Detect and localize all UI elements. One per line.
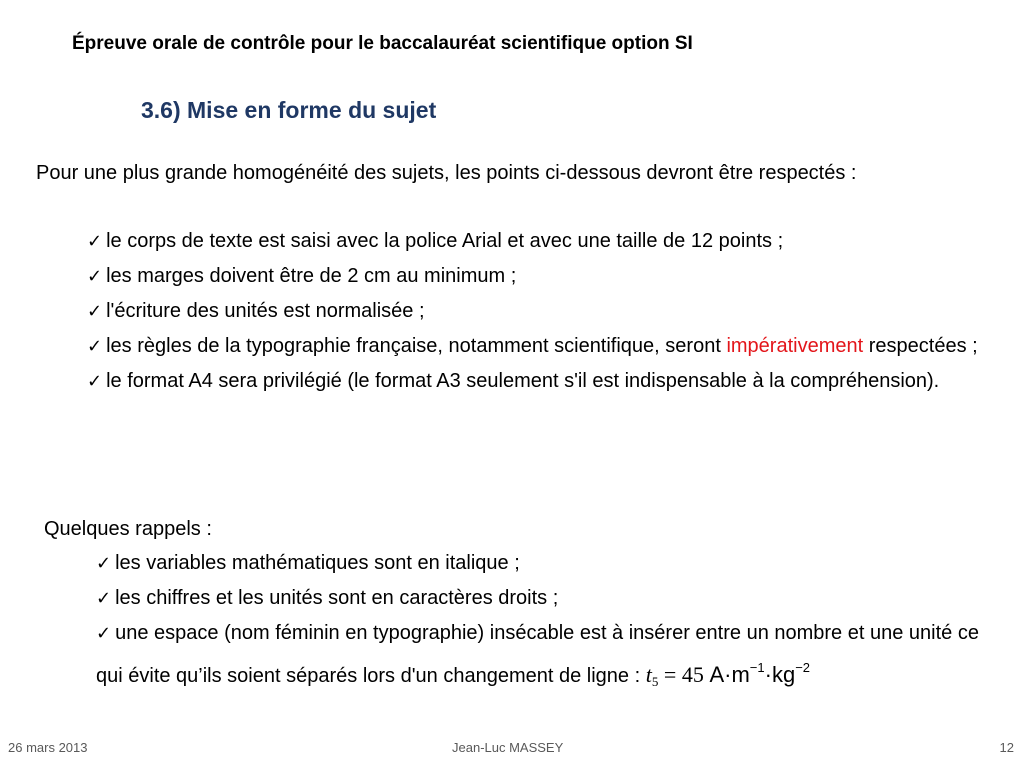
list-item: [87, 364, 987, 399]
formula-unit-ampere: A: [709, 662, 725, 687]
rule-text-1: le corps de texte est saisi avec la police Arial et avec une taille de 12 points ;: [106, 230, 784, 252]
rule-text-5: le format A4 sera privilégié (le format A3 seulement s'il est indispensable à la compréhension).: [106, 370, 940, 392]
checkmark-icon: ✓: [96, 588, 112, 609]
checkmark-icon: ✓: [96, 623, 112, 644]
formula-unit-kg: kg: [771, 662, 796, 687]
checkmark-icon: ✓: [87, 371, 103, 392]
footer-page-number: 12: [999, 740, 1014, 755]
footer-date: 26 mars 2013: [8, 740, 88, 755]
rule-text-4a: les règles de la typographie française, notamment scientifique, seront: [106, 335, 721, 357]
formula-subscript: 5: [651, 674, 659, 689]
formula-unit-meter: m: [731, 662, 750, 687]
checkmark-icon: ✓: [87, 231, 103, 252]
formula-value: 45: [681, 662, 704, 687]
formula-dot: ·: [724, 662, 732, 687]
rule-text-3: l'écriture des unités est normalisée ;: [106, 300, 425, 322]
rules-list: [87, 224, 987, 399]
rappel-text-1: les variables mathématiques sont en italique ;: [115, 552, 520, 574]
footer-author: Jean-Luc MASSEY: [452, 740, 564, 755]
formula-dot-2: ·: [764, 662, 772, 687]
rappel-text-2: les chiffres et les unités sont en caractères droits ;: [115, 587, 559, 609]
intro-paragraph: Pour une plus grande homogénéité des sujets, les points ci-dessous devront être respectés :: [36, 162, 857, 184]
rule-text-4b: respectées ;: [868, 335, 978, 357]
rappel-text-3: une espace (nom féminin en typographie) insécable est à insérer entre un nombre et une unité ce qui évite qu’ils soient séparés lors d'un changement de ligne :: [96, 622, 979, 687]
rule-text-2: les marges doivent être de 2 cm au minimum ;: [106, 265, 517, 287]
list-item: [87, 329, 987, 364]
checkmark-icon: ✓: [96, 553, 112, 574]
section-title: 3.6) Mise en forme du sujet: [141, 97, 437, 123]
formula: [645, 660, 811, 689]
list-item: [87, 294, 987, 329]
rappels-title: Quelques rappels :: [44, 518, 212, 540]
checkmark-icon: ✓: [87, 301, 103, 322]
formula-exp-kg: −2: [795, 660, 811, 675]
list-item: [87, 259, 987, 294]
list-item: [96, 546, 986, 581]
formula-equals: =: [663, 662, 677, 687]
checkmark-icon: ✓: [87, 336, 103, 357]
checkmark-icon: ✓: [87, 266, 103, 287]
header-title: Épreuve orale de contrôle pour le baccalauréat scientifique option SI: [72, 33, 693, 54]
formula-variable: t: [645, 662, 652, 687]
formula-exp-meter: −1: [749, 660, 765, 675]
list-item: [87, 224, 987, 259]
list-item: [96, 616, 986, 699]
list-item: [96, 581, 986, 616]
rappels-list: [96, 546, 986, 699]
highlight-text: impérativement: [726, 335, 864, 357]
